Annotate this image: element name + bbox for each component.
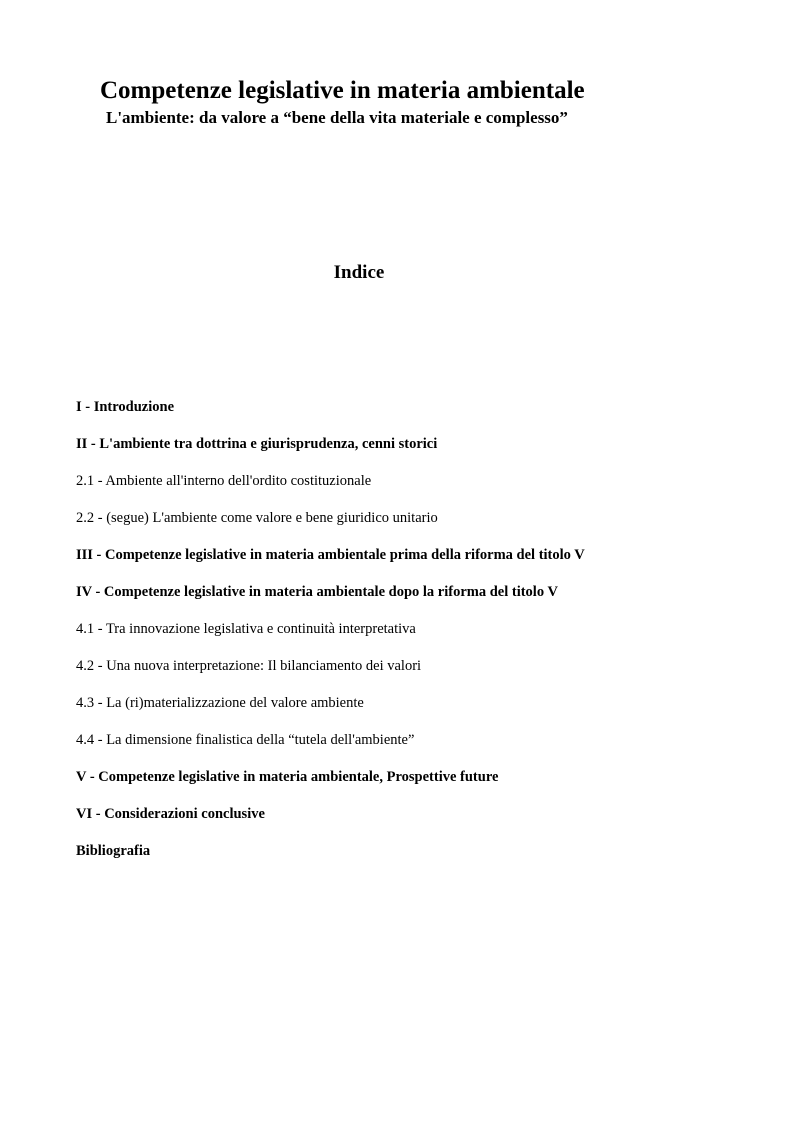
toc-item-chapter-2: II - L'ambiente tra dottrina e giurisprudenza, cenni storici [76,436,438,452]
document-title: Competenze legislative in materia ambientale [100,77,585,104]
document-subtitle: L'ambiente: da valore a “bene della vita materiale e complesso” [106,108,568,127]
toc-item-introduzione: I - Introduzione [76,399,175,415]
toc-item-chapter-3: III - Competenze legislative in materia ambientale prima della riforma del titolo V [76,547,585,563]
toc-item-2-1: 2.1 - Ambiente all'interno dell'ordito costituzionale [76,473,372,489]
toc-item-chapter-6: VI - Considerazioni conclusive [76,806,265,822]
toc-item-chapter-4: IV - Competenze legislative in materia ambientale dopo la riforma del titolo V [76,584,558,600]
toc-item-chapter-5: V - Competenze legislative in materia ambientale, Prospettive future [76,769,499,785]
toc-item-2-2: 2.2 - (segue) L'ambiente come valore e bene giuridico unitario [76,510,438,526]
toc-item-4-2: 4.2 - Una nuova interpretazione: Il bilanciamento dei valori [76,658,422,674]
toc-item-4-4: 4.4 - La dimensione finalistica della “tutela dell'ambiente” [76,732,415,748]
toc-item-bibliografia: Bibliografia [76,843,151,859]
index-heading: Indice [333,262,385,283]
table-of-contents [76,398,585,879]
toc-item-4-1: 4.1 - Tra innovazione legislativa e continuità interpretativa [76,621,416,637]
toc-item-4-3: 4.3 - La (ri)materializzazione del valore ambiente [76,695,364,711]
